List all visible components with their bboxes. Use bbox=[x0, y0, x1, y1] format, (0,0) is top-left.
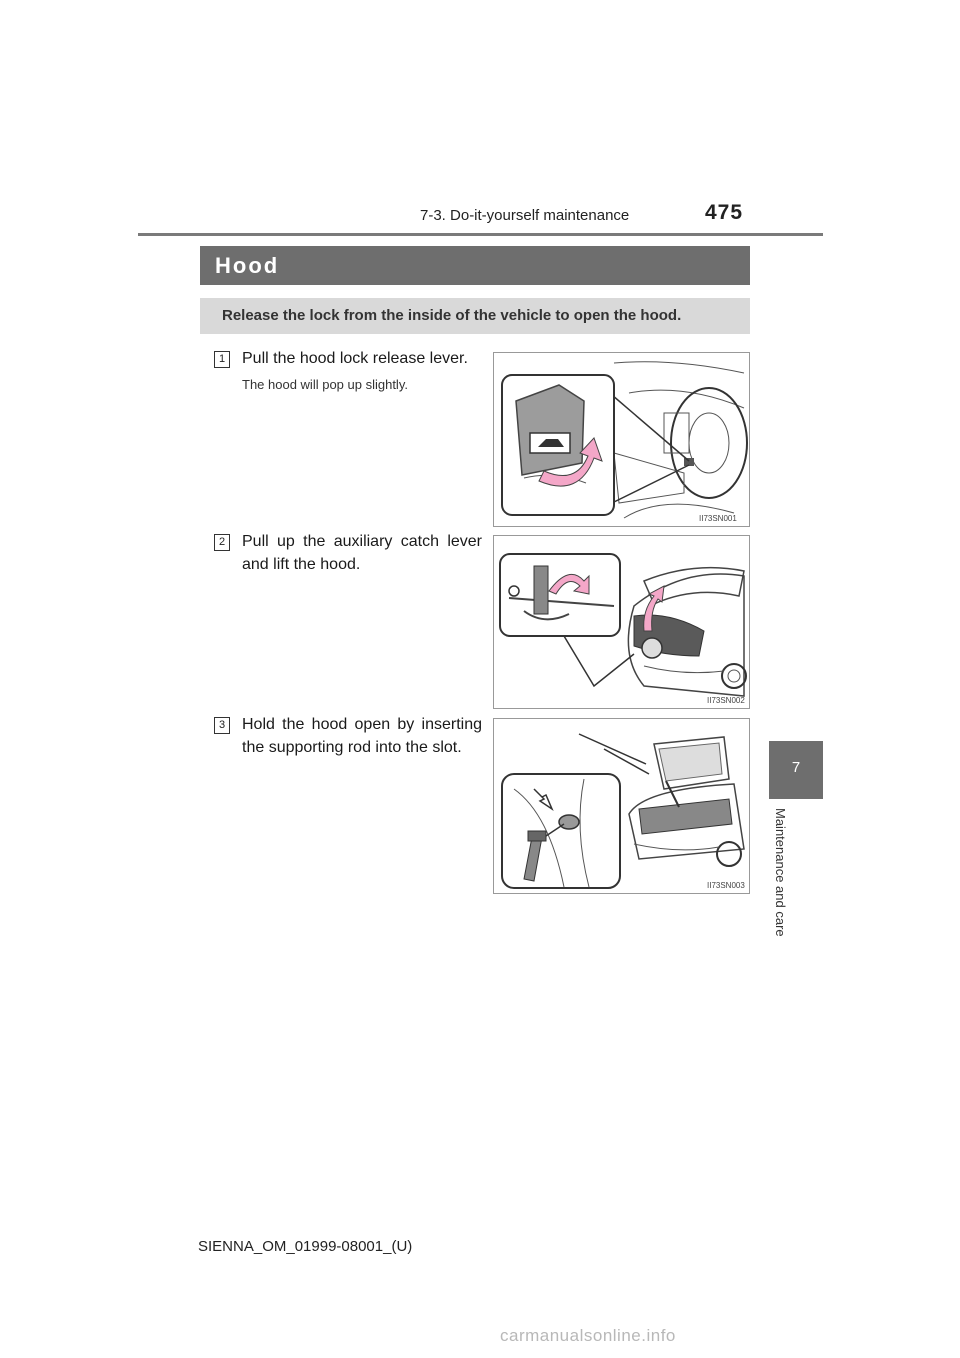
running-header-section: 7-3. Do-it-yourself maintenance bbox=[420, 207, 630, 224]
step-number-1: 1 bbox=[214, 351, 230, 368]
illustration-auxiliary-catch-lever bbox=[493, 535, 750, 709]
step-1-note: The hood will pop up slightly. bbox=[242, 377, 408, 392]
image-code-3: II73SN003 bbox=[707, 881, 745, 890]
chapter-label: Maintenance and care bbox=[773, 808, 788, 937]
step-1-text: Pull the hood lock release lever. bbox=[242, 350, 468, 367]
chapter-tab bbox=[769, 741, 823, 799]
section-title-bar bbox=[200, 246, 750, 285]
chapter-label-container bbox=[773, 808, 806, 958]
intro-bar bbox=[200, 298, 750, 334]
chapter-number: 7 bbox=[791, 759, 801, 776]
watermark: carmanualsonline.info bbox=[500, 1326, 676, 1345]
step-number-2: 2 bbox=[214, 534, 230, 551]
page-number: 475 bbox=[705, 201, 744, 224]
document-code: SIENNA_OM_01999-08001_(U) bbox=[198, 1238, 413, 1255]
step-3-text: Hold the hood open by inserting the supporting rod into the slot. bbox=[242, 716, 482, 756]
section-title: Hood bbox=[215, 253, 280, 278]
step-2-text: Pull up the auxiliary catch lever and lift the hood. bbox=[242, 533, 482, 573]
illustration-support-rod-slot bbox=[493, 718, 750, 894]
header-divider bbox=[138, 233, 823, 236]
step-number-3: 3 bbox=[214, 717, 230, 734]
intro-text: Release the lock from the inside of the vehicle to open the hood. bbox=[222, 307, 682, 324]
image-code-2: II73SN002 bbox=[707, 696, 745, 705]
illustration-hood-release-lever bbox=[493, 352, 750, 527]
image-code-1: II73SN001 bbox=[699, 514, 737, 523]
